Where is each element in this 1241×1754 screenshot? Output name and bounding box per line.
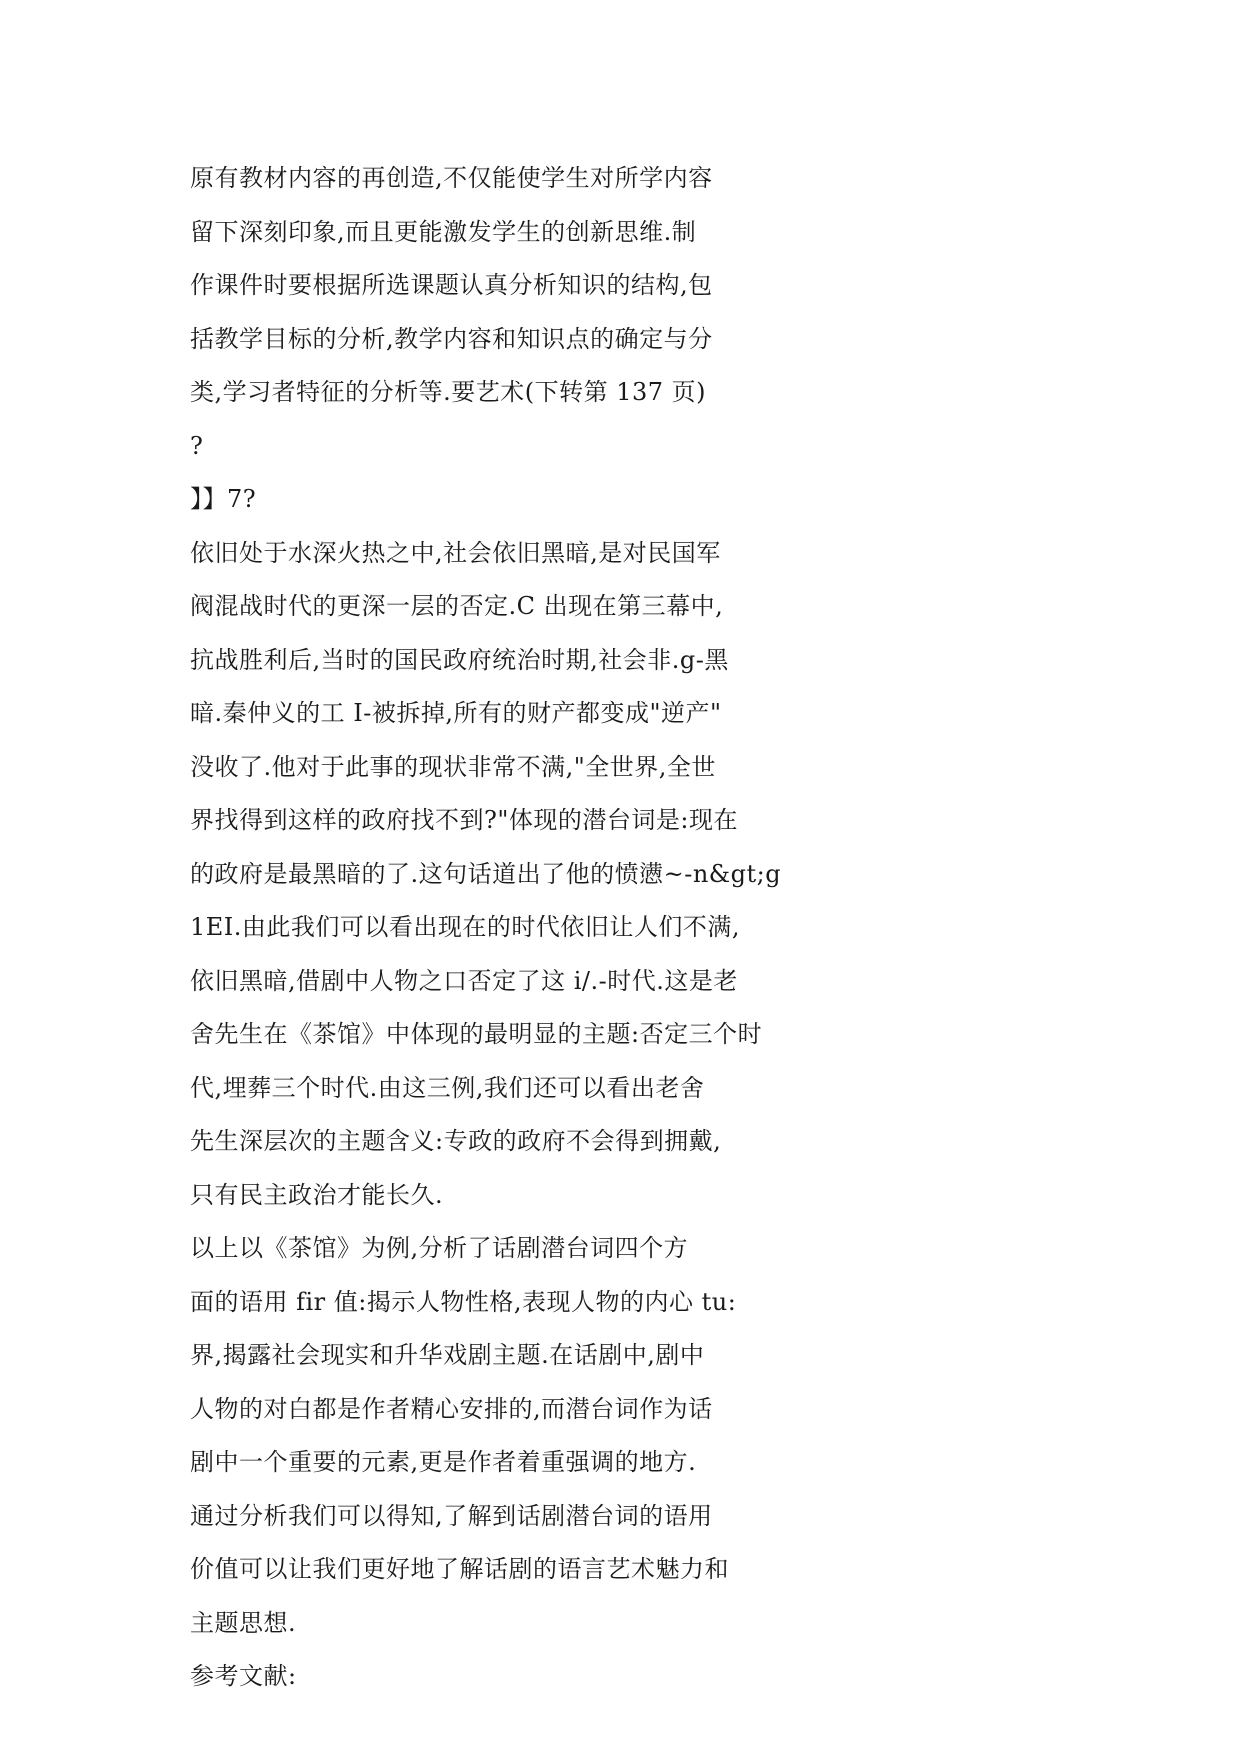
- text-line: 的政府是最黑暗的了.这句话道出了他的愤懑~-n&gt;g: [190, 859, 782, 888]
- text-line: 暗.秦仲义的工 I-被拆掉,所有的财产都变成"逆产": [190, 699, 722, 727]
- text-line: 依旧处于水深火热之中,社会依旧黑暗,是对民国军: [190, 538, 721, 567]
- text-line: 剧中一个重要的元素,更是作者着重强调的地方.: [190, 1448, 697, 1476]
- text-line: 价值可以让我们更好地了解话剧的语言艺术魅力和: [190, 1555, 729, 1583]
- text-line: 依旧黑暗,借剧中人物之口否定了这 i/.-时代.这是老: [190, 966, 738, 995]
- text-line: 阀混战时代的更深一层的否定.C 出现在第三幕中,: [190, 592, 724, 620]
- text-line: 舍先生在《茶馆》中体现的最明显的主题:否定三个时: [190, 1020, 763, 1048]
- text-line: 类,学习者特征的分析等.要艺术(下转第 137 页): [190, 378, 707, 406]
- text-line: 面的语用 fir 值:揭示人物性格,表现人物的内心 tu:: [190, 1287, 737, 1316]
- text-line: 主题思想.: [190, 1608, 297, 1637]
- text-line: 抗战胜利后,当时的国民政府统治时期,社会非.g-黑: [190, 645, 729, 674]
- text-line: 作课件时要根据所选课题认真分析知识的结构,包: [190, 271, 713, 299]
- text-line: 先生深层次的主题含义:专政的政府不会得到拥戴,: [190, 1127, 722, 1155]
- text-line: 只有民主政治才能长久.: [190, 1180, 444, 1209]
- text-line: 以上以《茶馆》为例,分析了话剧潜台词四个方: [190, 1234, 689, 1262]
- text-line: 人物的对白都是作者精心安排的,而潜台词作为话: [190, 1394, 713, 1423]
- text-line: 1EI.由此我们可以看出现在的时代依旧让人们不满,: [190, 913, 741, 941]
- text-line: 原有教材内容的再创造,不仅能使学生对所学内容: [190, 164, 713, 192]
- text-line: 通过分析我们可以得知,了解到话剧潜台词的语用: [190, 1501, 713, 1530]
- text-line: 界,揭露社会现实和升华戏剧主题.在话剧中,剧中: [190, 1341, 705, 1369]
- text-line: 参考文献:: [190, 1662, 297, 1690]
- text-line: 代,埋葬三个时代.由这三例,我们还可以看出老舍: [190, 1073, 705, 1102]
- text-line: ?: [190, 431, 204, 460]
- text-line: 】】7?: [190, 485, 257, 513]
- body-text: [190, 152, 810, 1704]
- text-line: 没收了.他对于此事的现状非常不满,"全世界,全世: [190, 752, 716, 781]
- text-line: 括教学目标的分析,教学内容和知识点的确定与分: [190, 324, 713, 353]
- text-line: 留下深刻印象,而且更能激发学生的创新思维.制: [190, 217, 697, 246]
- text-line: 界找得到这样的政府找不到?"体现的潜台词是:现在: [190, 806, 738, 834]
